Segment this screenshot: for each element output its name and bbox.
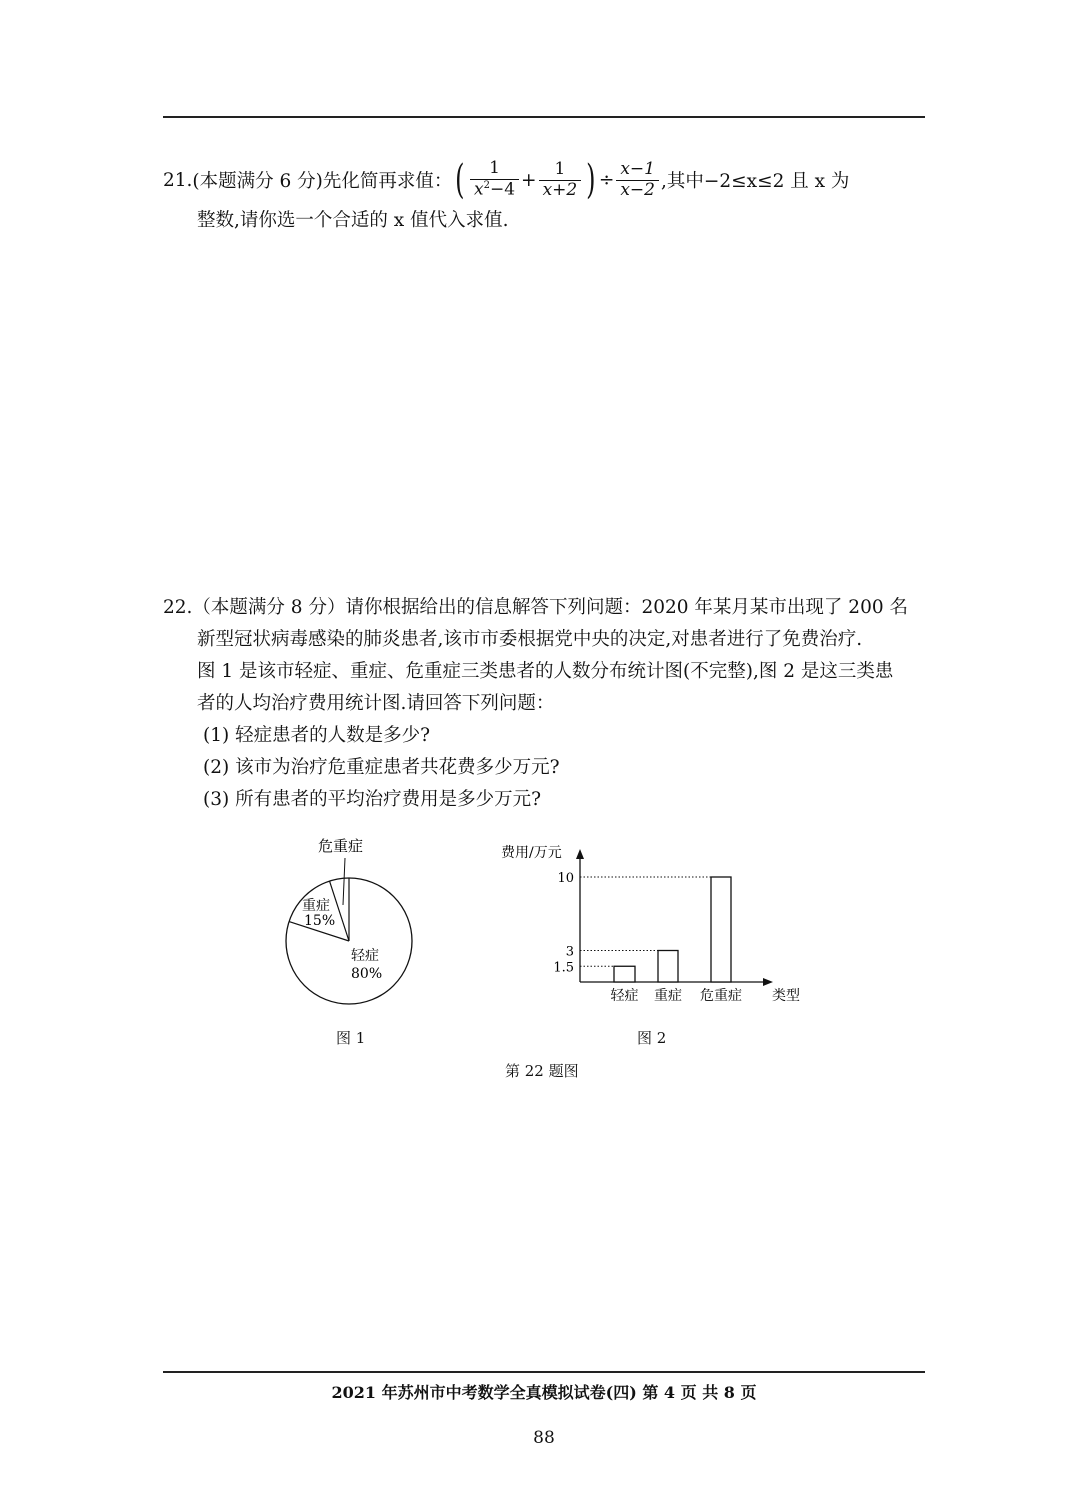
fraction-2-numerator: 1 [554,158,566,179]
fraction-3-numerator: x−1 [620,158,655,179]
bottom-rule [163,1371,925,1373]
pie-slice-boundary-1 [330,881,349,941]
x-axis-label: 类型 [772,988,800,1004]
pie-value-mild: 80% [351,966,383,982]
q22-sub3: (3) 所有患者的平均治疗费用是多少万元? [203,789,542,810]
q22-line4: 者的人均治疗费用统计图.请回答下列问题： [197,693,555,714]
x-axis-arrow [763,978,773,986]
page-number: 88 [533,1428,555,1448]
q21-lead: 先化简再求值： [322,171,453,192]
q21-points: (本题满分 6 分) [192,171,323,192]
bar-1 [658,951,678,983]
x-tick-label-0: 轻症 [610,988,639,1004]
bar-2 [711,877,731,982]
pie-value-severe: 15% [304,913,336,929]
footer-title: 2021 年苏州市中考数学全真模拟试卷(四) 第 4 页 共 8 页 [331,1383,757,1402]
den-rest: −4 [489,179,516,200]
y-tick-label-0: 1.5 [553,960,574,976]
pie-label-critical-leader [343,858,345,905]
q22-line2: 新型冠状病毒感染的肺炎患者,该市市委根据党中央的决定,对患者进行了免费治疗. [197,629,863,650]
figure-2-caption: 图 2 [637,1029,667,1047]
pie-label-mild: 轻症 [351,948,379,964]
q21-condition: ,其中−2≤x≤2 且 x 为 [661,171,850,192]
q21-line2: 整数,请你选一个合适的 x 值代入求值. [197,210,509,231]
divide-sign: ÷ [598,169,615,191]
var-x: x [474,179,484,200]
x-tick-label-2: 危重症 [700,988,742,1004]
q22-line1: 22.（本题满分 8 分）请你根据给出的信息解答下列问题：2020 年某月某市出现了 200 名 [163,597,908,618]
q22-sub1: (1) 轻症患者的人数是多少? [203,725,431,746]
y-tick-label-1: 3 [565,944,574,960]
bar-0 [614,966,635,982]
pie-label-severe: 重症 [302,898,330,914]
y-axis-label: 费用/万元 [501,845,562,861]
q22-line3: 图 1 是该市轻症、重症、危重症三类患者的人数分布统计图(不完整),图 2 是这三类患 [197,661,894,682]
y-tick-label-2: 10 [557,871,574,886]
q22-sub2: (2) 该市为治疗危重症患者共花费多少万元? [203,757,560,778]
fraction-2-denominator: x+2 [539,180,582,200]
q21-number: 21. [163,169,193,191]
pie-label-critical: 危重症 [318,837,364,855]
y-axis-arrow [576,849,584,859]
left-paren: ( [455,157,465,203]
figure-caption: 第 22 题图 [505,1062,579,1080]
fraction-1-numerator: 1 [489,158,500,179]
fraction-3-denominator: x−2 [616,180,659,200]
plus-sign: + [521,169,537,191]
x-tick-label-1: 重症 [654,988,682,1004]
right-paren: ) [586,157,596,203]
exponent: 2 [483,180,490,192]
figure-1-caption: 图 1 [336,1029,366,1047]
